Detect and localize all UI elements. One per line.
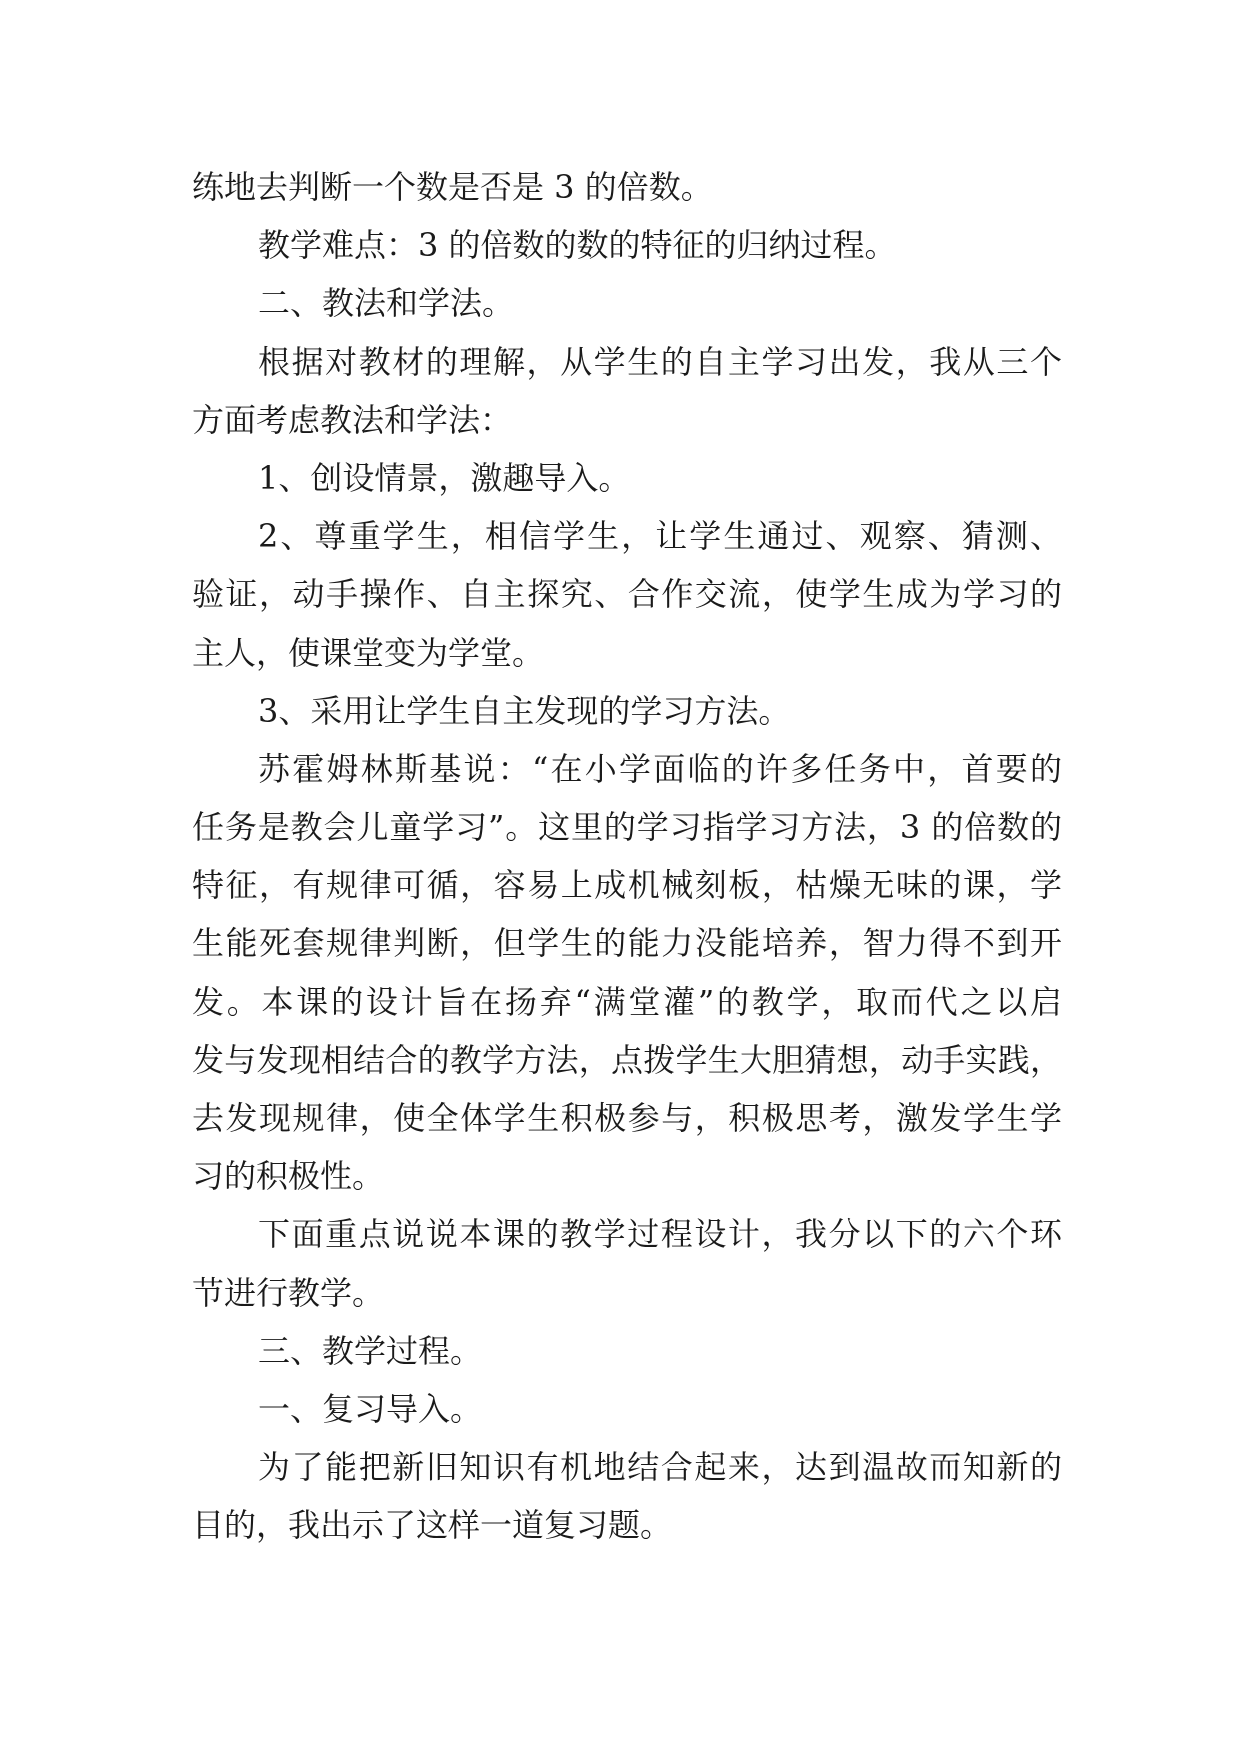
text-line: 发与发现相结合的教学方法，点拨学生大胆猜想，动手实践，	[192, 1040, 1062, 1079]
text-line: 根据对教材的理解，从学生的自主学习出发，我从三个	[258, 342, 1062, 381]
text-line: 下面重点说说本课的教学过程设计，我分以下的六个环	[258, 1215, 1062, 1254]
text-line: 苏霍姆林斯基说：“在小学面临的许多任务中，首要的	[258, 749, 1062, 788]
text-line: 三、教学过程。	[258, 1331, 483, 1370]
text-line: 方面考虑教法和学法：	[192, 400, 513, 439]
text-line: 目的，我出示了这样一道复习题。	[192, 1506, 673, 1545]
text-line: 特征，有规律可循，容易上成机械刻板，枯燥无味的课，学	[192, 866, 1062, 905]
text-line: 发。本课的设计旨在扬弃“满堂灌”的教学，取而代之以启	[192, 982, 1062, 1021]
text-line: 验证，动手操作、自主探究、合作交流，使学生成为学习的	[192, 575, 1062, 614]
text-line: 节进行教学。	[192, 1273, 385, 1312]
text-line: 习的积极性。	[192, 1157, 385, 1196]
body-text	[192, 158, 1062, 1555]
text-line: 3、采用让学生自主发现的学习方法。	[258, 691, 791, 730]
text-line: 2、尊重学生，相信学生，让学生通过、观察、猜测、	[258, 517, 1062, 556]
text-line: 主人，使课堂变为学堂。	[192, 633, 545, 672]
text-line: 1、创设情景，激趣导入。	[258, 458, 631, 497]
text-line: 生能死套规律判断，但学生的能力没能培养，智力得不到开	[192, 924, 1062, 963]
text-line: 一、复习导入。	[258, 1389, 483, 1428]
text-line: 为了能把新旧知识有机地结合起来，达到温故而知新的	[258, 1448, 1062, 1487]
text-line: 二、教法和学法。	[258, 284, 515, 323]
text-line: 练地去判断一个数是否是 3 的倍数。	[192, 168, 713, 206]
text-line: 教学难点：3 的倍数的数的特征的归纳过程。	[258, 226, 897, 265]
text-line: 去发现规律，使全体学生积极参与，积极思考，激发学生学	[192, 1099, 1062, 1137]
text-line: 任务是教会儿童学习”。这里的学习指学习方法，3 的倍数的	[192, 808, 1062, 847]
